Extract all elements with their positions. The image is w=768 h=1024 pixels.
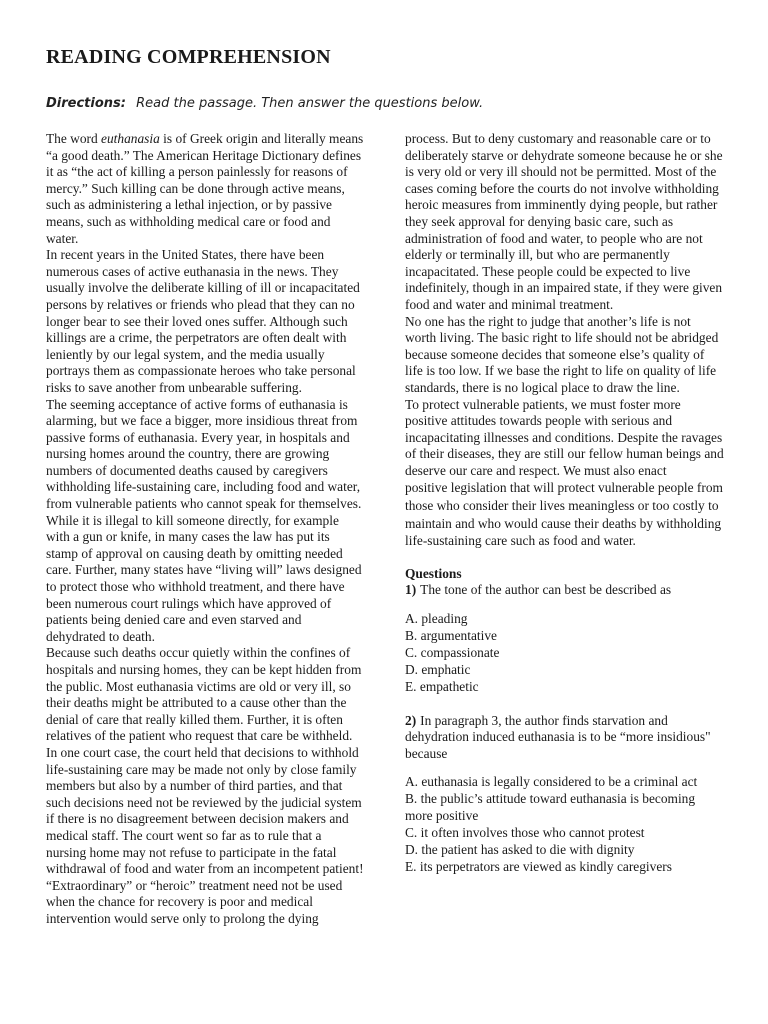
term-euthanasia: euthanasia xyxy=(101,131,160,146)
passage-right-column xyxy=(405,131,725,876)
passage-paragraph-6-start: “Extraordinary” or “heroic” treatment need not be used when the chance for recovery is poor and medical intervention would serve only to prolong the dying xyxy=(46,877,343,926)
questions-heading: Questions xyxy=(405,565,462,581)
passage-paragraph-8: To protect vulnerable patients, we must foster more positive attitudes towards people with serious and incapacitating illnesses and conditions. Despite the ravages of their diseases, they are still our fellow human beings and deserve our care and respect. We must also enact xyxy=(405,396,724,478)
passage-paragraph-7: No one has the right to judge that another’s life is not worth living. The basic right to life should not be abridged because someone decides that someone else’s quality of life is too low. If we base the right to life on quality of life standards, there is no logical place to draw the line. xyxy=(405,313,719,395)
question-2 xyxy=(405,713,725,876)
p6-cont-b: permanently incapacitated. These people could be expected to live indefinitely, though in an impaired state, if they were given food and water and minimal treatment. xyxy=(405,247,723,312)
question-2-option-a[interactable]: A. euthanasia is legally considered to be a criminal act xyxy=(405,774,698,790)
question-2-options xyxy=(405,774,725,876)
question-1-option-a[interactable]: A. pleading xyxy=(405,611,468,627)
passage-paragraph-4: While it is illegal to kill someone directly, for example with a gun or knife, in many cases the law has put its stamp of approval on causing death by omitting needed care. Further, many states have “living will” laws designed to protect those who withhold treatment, and there have been numerous court rulings which have approved of patients being denied care and even starved and dehydrated to death. xyxy=(46,512,362,644)
question-1-number: 1) xyxy=(405,582,417,598)
directions-text: Read the passage. Then answer the questions below. xyxy=(136,96,484,111)
question-1-stem xyxy=(405,582,725,599)
question-2-option-c[interactable]: C. it often involves those who cannot protest xyxy=(405,825,645,841)
passage-paragraph-9: positive legislation that will protect vulnerable people from those who consider their lives meaningless or too costly to maintain and who would cause their deaths by withholding life-sustaining care such as food and water. xyxy=(405,480,723,549)
question-2-option-e[interactable]: E. its perpetrators are viewed as kindly caregivers xyxy=(405,859,672,875)
passage-left-column xyxy=(46,131,364,928)
p6-cont-a: process. But to deny customary and reasonable care or to deliberately starve or dehydrate someone because he or she is very old or very ill should not be permitted. Most of the cases coming before the courts do not involve withholding heroic measures from imminently dying people, but rather they seek approval for denying basic care, such as administration of food and water, to people who are not elderly or terminally ill, but who are xyxy=(405,131,723,263)
passage-paragraph-2: In recent years in the United States, there have been numerous cases of active euthanasia in the news. They usually involve the deliberate killing of ill or incapacitated persons by relatives or friends who plead that they can no longer bear to see their loved ones suffer. Although such killings are a crime, the perpetrators are often dealt with leniently by our legal system, and the media usually portrays them as compassionate heroes who take personal risks to save another from unbearable suffering. xyxy=(46,247,360,395)
question-2-text: In paragraph 3, the author finds starvation and dehydration induced euthanasia is to be “more insidious" because xyxy=(405,712,711,761)
question-2-option-b[interactable]: B. the public’s attitude toward euthanasia is becoming more positive xyxy=(405,791,696,823)
spacer xyxy=(405,697,725,713)
question-1 xyxy=(405,582,725,696)
question-2-stem xyxy=(405,713,725,763)
question-1-option-d[interactable]: D. emphatic xyxy=(405,662,471,678)
passage-paragraph-3: The seeming acceptance of active forms of euthanasia is alarming, but we face a bigger, more insidious threat from passive forms of euthanasia. Every year, in hospitals and nursing homes around the country, there are growing numbers of documented deaths caused by caregivers withholding life-sustaining care, including food and water, from vulnerable patients who cannot speak for themselves. xyxy=(46,396,362,512)
p1-lead: The word xyxy=(46,131,102,146)
question-2-option-d[interactable]: D. the patient has asked to die with dignity xyxy=(405,842,635,858)
question-1-options xyxy=(405,611,725,696)
passage-paragraph-1 xyxy=(46,131,364,247)
page-title: READING COMPREHENSION xyxy=(46,46,331,68)
question-1-option-c[interactable]: C. compassionate xyxy=(405,645,500,661)
p1-rest: is of Greek origin and literally means “a good death.” The American Heritage Dictionary defines it as “the act of killing a person painlessly for reasons of mercy.” Such killing can be done through active means, such as administering a lethal injection, or by passive means, such as withholding medical care or food and water. xyxy=(46,131,364,246)
directions-label: Directions: xyxy=(46,96,126,111)
question-1-option-b[interactable]: B. argumentative xyxy=(405,628,497,644)
question-1-option-e[interactable]: E. empathetic xyxy=(405,679,479,695)
question-2-number: 2) xyxy=(405,712,417,728)
question-1-text: The tone of the author can best be described as xyxy=(420,582,672,598)
directions xyxy=(46,96,483,111)
passage-paragraph-5: Because such deaths occur quietly within the confines of hospitals and nursing homes, they can be kept hidden from the public. Most euthanasia victims are old or very ill, so their deaths might be attributed to a cause other than the denial of care that really killed them. Further, it is often relatives of the patient who request that care be withheld. In one court case, the court held that decisions to withhold life-sustaining care may be made not only by close family members but also by a number of third parties, and that such decisions need not be reviewed by the judicial system if there is no disagreement between decision makers and medical staff. The court went so far as to rule that a nursing home may not refuse to participate in the fatal withdrawal of food and water from an incompetent patient! xyxy=(46,645,364,877)
passage-paragraph-6-continued xyxy=(405,131,725,314)
